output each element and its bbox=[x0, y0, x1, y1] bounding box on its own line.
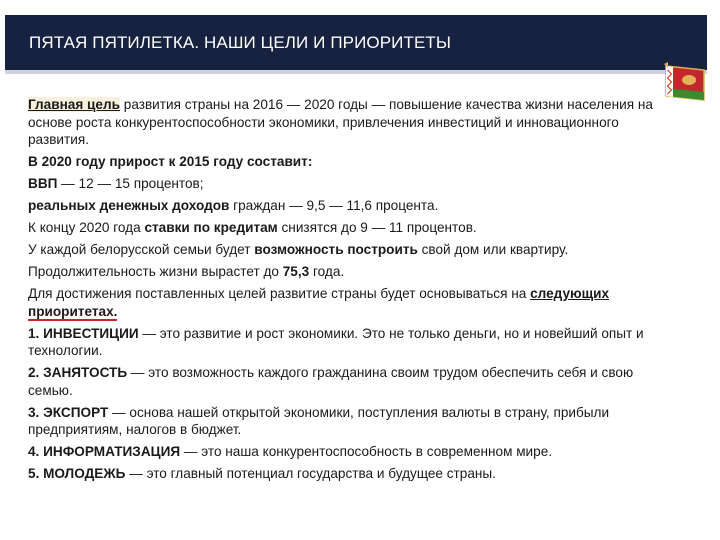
slide-header bbox=[5, 15, 707, 70]
priority-item-title: 2. ЗАНЯТОСТЬ bbox=[28, 365, 128, 380]
life-expectancy-pre: Продолжительность жизни вырастет до bbox=[28, 264, 283, 279]
income-line bbox=[28, 197, 664, 215]
priorities-word-priorities: приоритетах. bbox=[28, 303, 118, 319]
housing-text: свой дом или квартиру. bbox=[417, 242, 569, 257]
priorities-intro-text: Для достижения поставленных целей развитие страны будет основываться на bbox=[28, 286, 531, 301]
priority-item-text: — это главный потенциал государства и будущее страны. bbox=[125, 466, 496, 481]
income-label: реальных денежных доходов bbox=[28, 198, 230, 213]
gdp-label: ВВП bbox=[28, 176, 58, 191]
main-goal-label: Главная цель bbox=[28, 97, 120, 112]
income-text: граждан — 9,5 — 11,6 процента. bbox=[229, 198, 439, 213]
priority-item-title: 3. ЭКСПОРТ bbox=[28, 404, 109, 420]
priority-item-investments bbox=[28, 325, 664, 360]
main-goal-paragraph bbox=[28, 96, 664, 149]
priority-item-export bbox=[28, 404, 664, 439]
gdp-text: — 12 — 15 процентов; bbox=[57, 176, 204, 191]
flag-badge-icon bbox=[660, 60, 710, 106]
housing-label: возможность построить bbox=[254, 242, 418, 257]
life-expectancy-line bbox=[28, 263, 664, 281]
priority-item-text: — это наша конкурентоспособность в современном мире. bbox=[180, 444, 553, 459]
credit-rates-pre: К концу 2020 года bbox=[28, 220, 145, 235]
priority-item-title: 1. ИНВЕСТИЦИИ bbox=[28, 325, 139, 341]
header-divider bbox=[5, 70, 707, 74]
housing-pre: У каждой белорусской семьи будет bbox=[28, 242, 255, 257]
priorities-word-following: следующих bbox=[530, 286, 610, 301]
life-expectancy-value: 75,3 bbox=[282, 264, 310, 279]
main-goal-text: развития страны на 2016 — 2020 годы — повышение качества жизни населения на основе роста конкурентоспособности экономики, привлечения инвестиций и инновационного развития. bbox=[28, 97, 653, 147]
growth-heading: В 2020 году прирост к 2015 году составит: bbox=[28, 154, 313, 169]
life-expectancy-text: года. bbox=[309, 264, 345, 279]
priority-item-title: 4. ИНФОРМАТИЗАЦИЯ bbox=[28, 444, 181, 459]
priority-item-youth bbox=[28, 465, 664, 483]
slide-body bbox=[28, 96, 664, 487]
slide-title: ПЯТАЯ ПЯТИЛЕТКА. НАШИ ЦЕЛИ И ПРИОРИТЕТЫ bbox=[29, 32, 452, 52]
credit-rates-line bbox=[28, 219, 664, 237]
priority-item-title: 5. МОЛОДЕЖЬ bbox=[28, 466, 126, 481]
priorities-intro bbox=[28, 285, 664, 320]
priority-item-text: — основа нашей открытой экономики, поступления валюты в страну, прибыли предприятиям, налогов в бюджет. bbox=[28, 404, 610, 437]
housing-line bbox=[28, 241, 664, 259]
priority-item-text: — это развитие и рост экономики. Это не только деньги, но и новейший опыт и технологии. bbox=[28, 325, 644, 358]
priority-item-employment bbox=[28, 364, 664, 399]
credit-rates-text: снизятся до 9 — 11 процентов. bbox=[277, 220, 477, 235]
priority-item-text: — это возможность каждого гражданина своим трудом обеспечить себя и свою семью. bbox=[28, 365, 634, 398]
credit-rates-label: ставки по кредитам bbox=[144, 220, 278, 235]
gdp-line bbox=[28, 175, 664, 193]
priority-item-informatization bbox=[28, 443, 664, 461]
